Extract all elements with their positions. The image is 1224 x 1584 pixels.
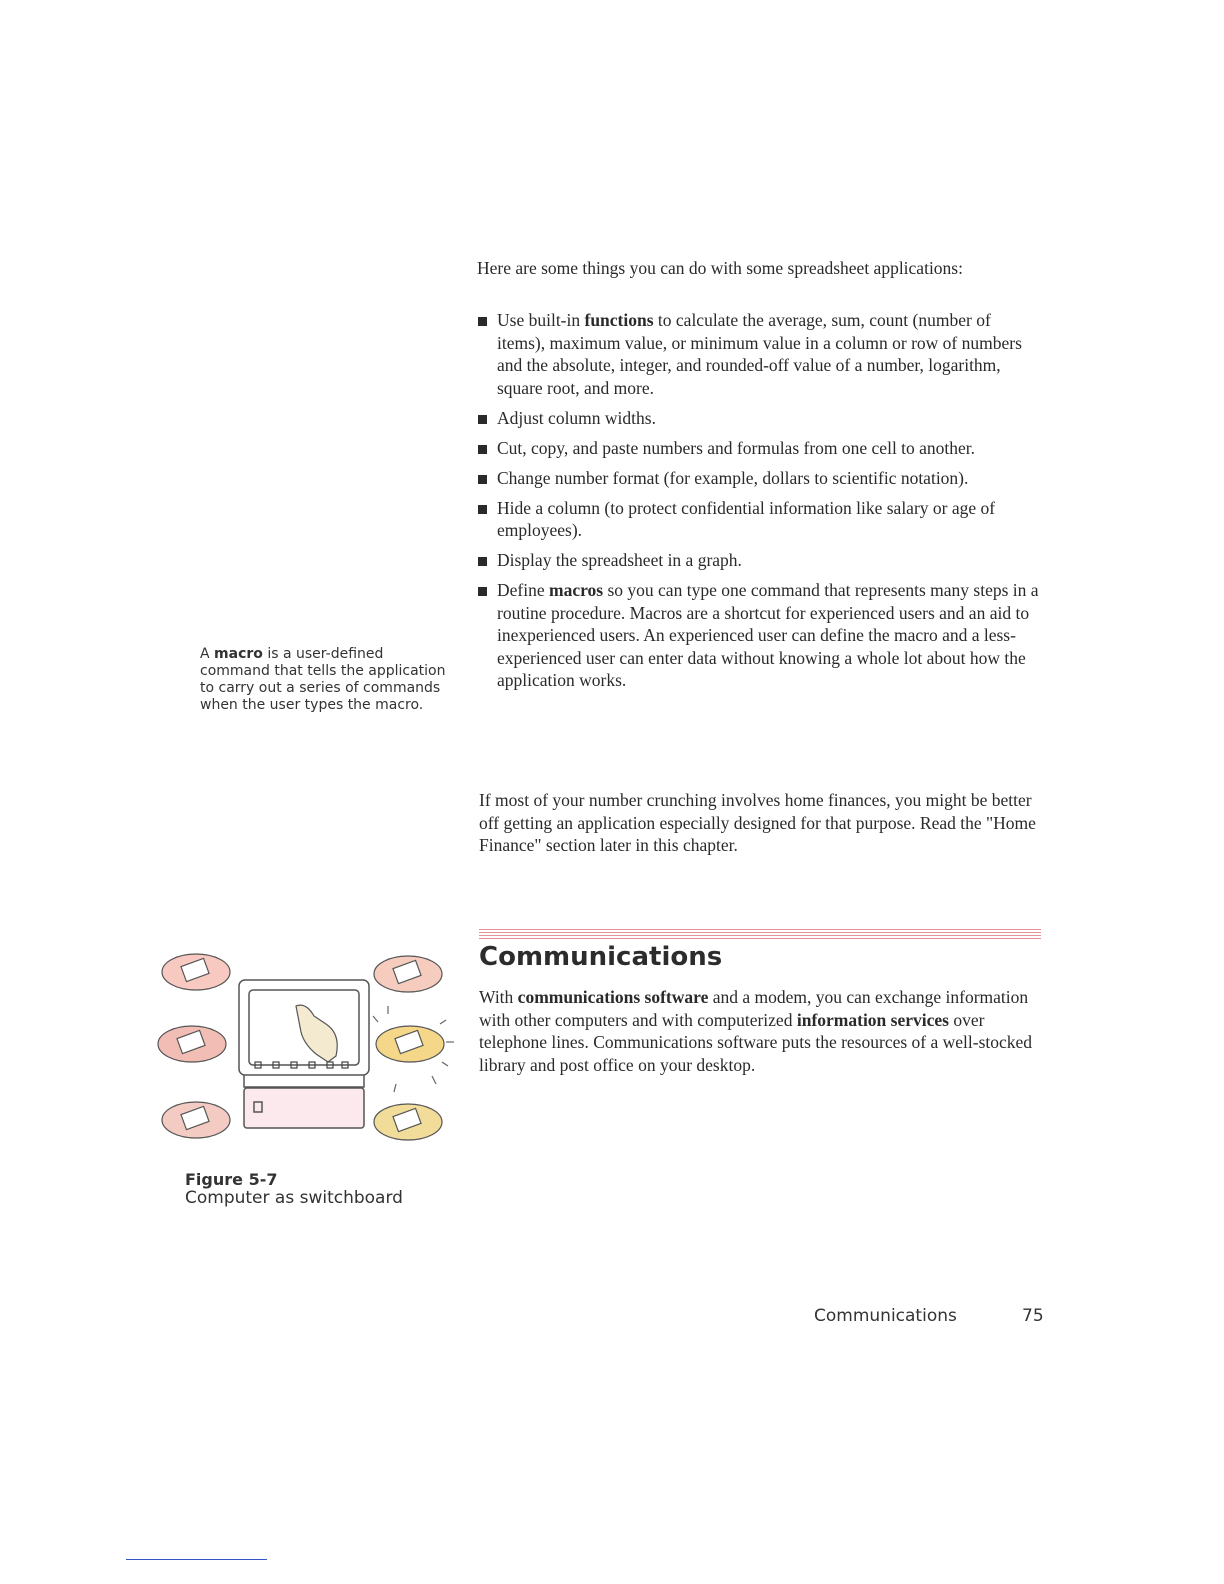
list-item: Hide a column (to protect confidential information like salary or age of employees). (477, 497, 1039, 542)
bullet-square-icon (478, 415, 487, 424)
telephone-icon (374, 1104, 442, 1140)
page-number: 75 (1022, 1306, 1044, 1326)
section-rule (479, 929, 1041, 941)
list-item: Cut, copy, and paste numbers and formulas from one cell to another. (477, 437, 1039, 460)
bullet-square-icon (478, 505, 487, 514)
term-functions: functions (584, 310, 654, 330)
list-item: Change number format (for example, dollars to scientific notation). (477, 467, 1039, 490)
telephone-icon (162, 1102, 230, 1138)
list-item: Adjust column widths. (477, 407, 1039, 430)
communications-paragraph: With communications software and a modem, you can exchange information with other computers and with computerized information services over telephone lines. Communications software puts the resources of a well-stocked library and post office on your desktop. (479, 987, 1033, 1075)
telephone-icon (376, 1026, 444, 1062)
feature-list (477, 309, 1039, 699)
telephone-icon (162, 954, 230, 990)
bullet-square-icon (478, 317, 487, 326)
margin-note: A macro is a user-defined command that tells the application to carry out a series of commands when the user types the macro. (200, 646, 446, 713)
switchboard-illustration (156, 944, 456, 1156)
home-finance-paragraph: If most of your number crunching involves home finances, you might be better off getting an application especially designed for that purpose. Read the "Home Finance" section later in this chapter. (479, 790, 1036, 855)
figure-label: Figure 5-7 (185, 1170, 278, 1189)
intro-paragraph: Here are some things you can do with some spreadsheet applications: (477, 258, 963, 278)
telephone-icon (158, 1026, 226, 1062)
bullet-square-icon (478, 475, 487, 484)
list-item: Use built-in functions to calculate the average, sum, count (number of items), maximum value, or minimum value in a column or row of numbers and the absolute, integer, and rounded-off value of a number, logarithm, square root, and more. (477, 309, 1039, 399)
bullet-square-icon (478, 445, 487, 454)
computer-icon (239, 980, 369, 1128)
term-communications-software: communications software (517, 987, 709, 1007)
bullet-square-icon (478, 557, 487, 566)
bottom-rule (126, 1559, 267, 1560)
bullet-square-icon (478, 587, 487, 596)
figure-caption: Computer as switchboard (185, 1188, 403, 1208)
term-information-services: information services (796, 1009, 949, 1030)
term-macro: macro (214, 646, 263, 662)
running-footer-title: Communications (814, 1306, 957, 1326)
section-title: Communications (479, 942, 723, 972)
telephone-icon (374, 956, 442, 992)
list-item: Display the spreadsheet in a graph. (477, 549, 1039, 572)
term-macros: macros (549, 580, 604, 600)
list-item: Define macros so you can type one command that represents many steps in a routine procedure. Macros are a shortcut for experienced users and an aid to inexperienced users. An experienced user can define the macro and a less-experienced user can enter data without knowing a whole lot about how the application works. (477, 579, 1039, 692)
